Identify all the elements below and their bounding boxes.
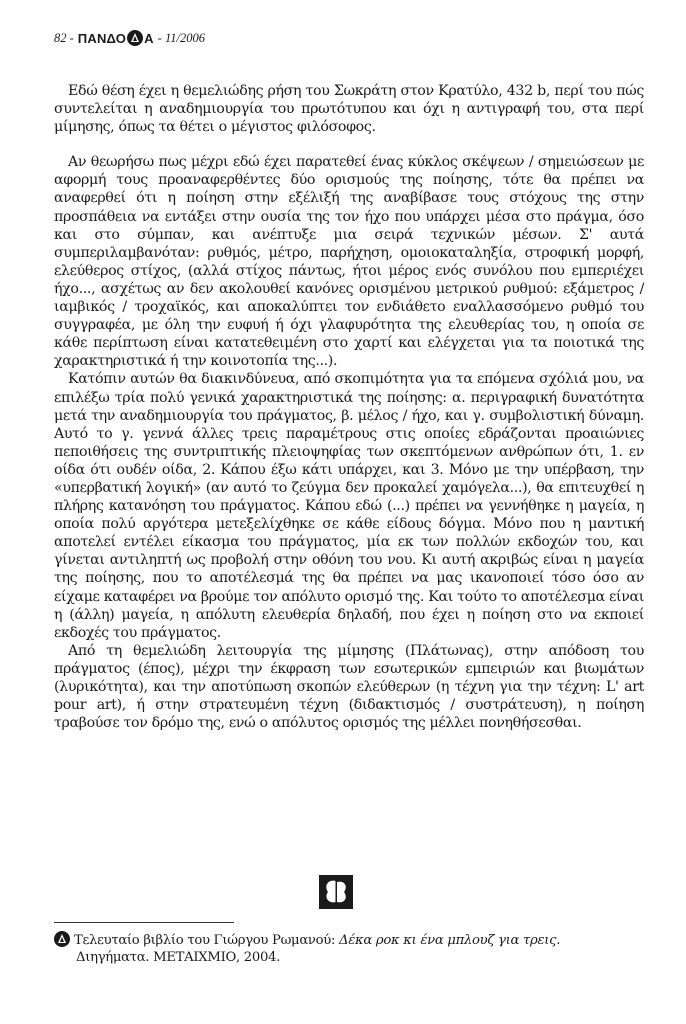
magazine-name: ΠΑΝΔΟ: [77, 30, 127, 46]
footnote-publisher: Διηγήματα. ΜΕΤΑΙΧΜΙΟ, 2004.: [76, 950, 281, 965]
footnote-text: Τελευταίο βιβλίο του Γιώργου Ρωμανού:: [74, 933, 340, 948]
pandora-logo-icon: [54, 931, 70, 947]
page-number: 82 -: [54, 30, 74, 45]
magazine-name-tail: Α: [144, 30, 154, 46]
pandora-logo-icon: [127, 30, 143, 46]
paragraph-4: Από τη θεμελιώδη λειτουργία της μίμησης (Πλάτωνας), στην απόδοση του πράγματος (έπος), μέχρι την έκφραση των εσωτερικών εμπειριών και βιωμάτων (λυρικότητα), και την αποτύπωση σκοπών ελεύθερων (η τέχνη για την τέχνη: L' art pour art), ή στην στρατευμένη τέχνη (διδακτισμός / συστράτευση), η ποίηση τραβούσε τον δρόμο της, ενώ ο απόλυτος ορισμός της μέλλει πονηθήσεσθαι.: [54, 642, 644, 732]
butterfly-ornament-icon: [319, 875, 353, 909]
footnote-divider: [54, 922, 234, 923]
paragraph-3: Κατόπιν αυτών θα διακινδύνευα, από σκοπιμότητα για τα επόμενα σχόλιά μου, να επιλέξω τρία πολύ γενικά χαρακτηριστικά της ποίησης: α. περιγραφική δυνατότητα μετά την αναδημιουργία του πράγματος, β. μέλος / ήχο, και γ. συμβολιστική δύναμη. Αυτό το γ. γεννά άλλες τρεις παραμέτρους στις οποίες εδράζονται προαιώνιες πεποιθήσεις της συντριπτικής πλειοψηφίας των σκεπτόμενων ανθρώπων ότι, 1. εν οίδα ότι ουδέν οίδα, 2. Κάπου έξω κάτι υπάρχει, και 3. Μόνο με την υπέρβαση, την «υπερβατική λογική» (αν αυτό το ζεύγμα δεν προκαλεί χαμόγελα...), θα επιτευχθεί η πλήρης κατανόηση του πράγματος. Κάπου εδώ (...) πρέπει να γεννήθηκε η μαγεία, η οποία πολύ αργότερα μετεξελίχθηκε σε κάθε είδους δόγμα. Μόνο που η μαντική αποτελεί εντέλει είκασμα του πράγματος, μία εκ των πολλών εκδοχών του, και γίνεται αντιληπτή ως προβολή στην οθόνη του νου. Κι αυτή ακριβώς είναι η μαγεία της ποίησης, που το αποτέλεσμά της θα πρέπει να μας ικανοποιεί τόσο όσο αν είχαμε καταφέρει να βρούμε τον απόλυτο ορισμό της. Και τούτο το αποτέλεσμα είναι η (άλλη) μαγεία, η απόλυτη ελευθερία δηλαδή, που έχει η ποίηση στο να εκποιεί εκδοχές του πράγματος.: [54, 371, 644, 641]
paragraph-2: Αν θεωρήσω πως μέχρι εδώ έχει παρατεθεί ένας κύκλος σκέψεων / σημειώσεων με αφορμή τους προαναφερθέντες δύο ορισμούς της ποίησης, τότε θα πρέπει να αναφερθεί ότι η ποίηση στην εξέλιξή της αναβίβασε τους στόχους της στην προσπάθεια να εντάξει στην ουσία της τον ήχο που υπάρχει μέσα στο πράγμα, όσο και στο σύμπαν, και ανέπτυξε μια σειρά τεχνικών μέσων. Σ' αυτά συμπεριλαμβανόταν: ρυθμός, μέτρο, παρήχηση, ομοιοκαταληξία, στροφική μορφή, ελεύθερος στίχος, (αλλά στίχος πάντως, ήτοι μέρος ενός συνόλου που εμπεριέχει ήχο..., ασχέτως αν δεν ακολουθεί κανόνες ορισμένου μετρικού ρυθμού: εξάμετρος / ιαμβικός / τροχαϊκός, και αποκαλύπτει τον ενδιάθετο εναλλασσόμενο ρυθμό του συγγραφέα, με όλη την ευφυή ή όχι γλαφυρότητα της ελευθερίας του, η οποία σε κάθε περίπτωση είναι κατατεθειμένη στο χαρτί και ελέγχεται για τα ποιοτικά της χαρακτηριστικά ή την κοινοτοπία της...).: [54, 154, 644, 370]
paragraph-1: Εδώ θέση έχει η θεμελιώδης ρήση του Σωκράτη στον Κρατύλο, 432 b, περί του πώς συντελείται η αναδημιουργία του πρωτότυπου και όχι η αντιγραφή του, στα περί μίμησης, όπως τα θέτει ο μέγιστος φιλόσοφος.: [54, 83, 644, 136]
footnote-book-title: Δέκα ροκ κι ένα μπλουζ για τρεις.: [339, 933, 561, 948]
footnote: [54, 931, 644, 966]
issue-date: - 11/2006: [157, 30, 206, 45]
article-body: [54, 82, 644, 732]
page-header: [54, 30, 205, 46]
